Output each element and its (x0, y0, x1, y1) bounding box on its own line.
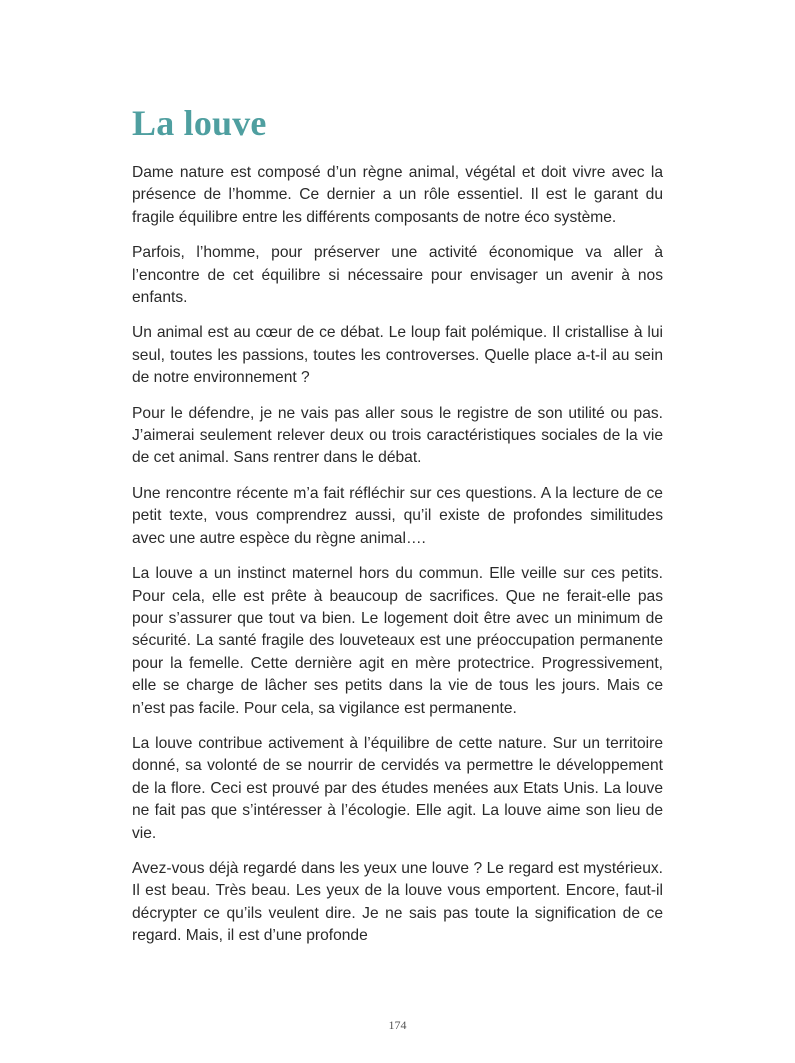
paragraph: La louve contribue activement à l’équilibre de cette nature. Sur un territoire donné, sa volonté de se nourrir de cervidés va permettre le développement de la flore. Ceci est prouvé par des études menées aux Etats Unis. La louve ne fait pas que s’intéresser à l’écologie. Elle agit. La louve aime son lieu de vie. (132, 734, 663, 842)
page-number: 174 (388, 1018, 407, 1032)
paragraph: La louve a un instinct maternel hors du commun. Elle veille sur ces petits. Pour cela, elle est prête à beaucoup de sacrifices. Que ne ferait-elle pas pour s’assurer que tout va bien. Le logement doit être avec un minimum de sécurité. La santé fragile des louveteaux est une préoccupation permanente pour la femelle. Cette dernière agit en mère protectrice. Progressivement, elle se charge de lâcher ses petits dans la vie de tous les jours. Mais ce n’est pas facile. Pour cela, sa vigilance est permanente. (132, 565, 663, 717)
chapter-body (132, 162, 663, 961)
paragraph: Une rencontre récente m’a fait réfléchir sur ces questions. A la lecture de ce petit texte, vous comprendrez aussi, qu’il existe de profondes similitudes avec une autre espèce du règne animal…. (132, 484, 663, 547)
paragraph: Parfois, l’homme, pour préserver une activité économique va aller à l’encontre de cet équilibre si nécessaire pour envisager un avenir à nos enfants. (132, 244, 663, 307)
paragraph: Pour le défendre, je ne vais pas aller sous le registre de son utilité ou pas. J’aimerai seulement relever deux ou trois caractéristiques sociales de la vie de cet animal. Sans rentrer dans le débat. (132, 404, 663, 467)
paragraph: Un animal est au cœur de ce débat. Le loup fait polémique. Il cristallise à lui seul, toutes les passions, toutes les controverses. Quelle place a-t-il au sein de notre environnement ? (132, 324, 663, 387)
chapter-title: La louve (132, 103, 267, 143)
paragraph: Avez-vous déjà regardé dans les yeux une louve ? Le regard est mystérieux. Il est beau. Très beau. Les yeux de la louve vous emportent. Encore, faut-il décrypter ce qu’ils veulent dire. Je ne sais pas toute la signification de ce regard. Mais, il est d’une profonde (132, 859, 663, 945)
paragraph: Dame nature est composé d’un règne animal, végétal et doit vivre avec la présence de l’homme. Ce dernier a un rôle essentiel. Il est le garant du fragile équilibre entre les différents composants de notre éco système. (132, 164, 663, 226)
